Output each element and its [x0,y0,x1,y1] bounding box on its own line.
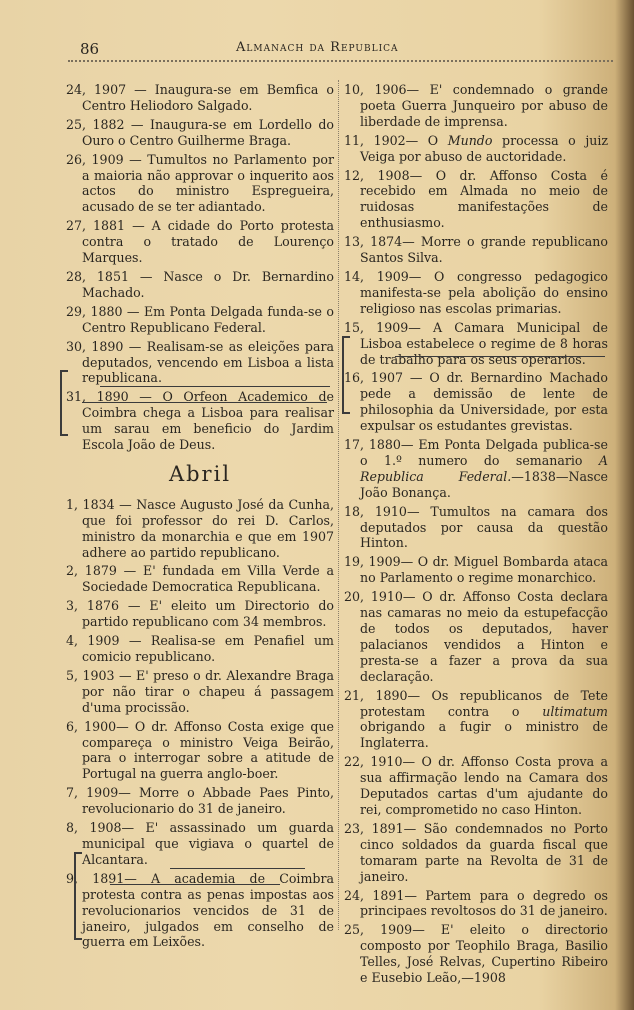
entry-date: 19, 1909— [344,554,414,570]
calendar-entry [66,598,334,630]
calendar-entry [344,320,608,368]
pencil-bracket-left-9 [74,852,82,940]
entry-text: Tumultos na camara dos deputados por causa da questão Hinton. [360,503,608,551]
pencil-underline-31 [100,386,330,387]
calendar-entry [66,785,334,817]
entry-text: O Mundo processa o juiz Veiga por abuso de auctoridade. [360,132,608,164]
calendar-entry [344,370,608,434]
entry-text: E' condemnado o grande poeta Guerra Junqueiro por abuso de liberdade de imprensa. [360,82,608,129]
entry-text: O dr. Affonso Costa exige que compareça o ministro Veiga Beirão, para o interrogar sobre a atitude de Portugal na guerra anglo-boer. [82,718,334,782]
entry-date: 2, 1879 — [66,563,137,579]
entry-date: 12, 1908— [344,167,423,183]
entry-date: 16, 1907 — [344,370,423,386]
calendar-entry [344,133,608,165]
left-entries-april [66,497,334,950]
calendar-entry [344,437,608,501]
entry-text: Nasce o Dr. Bernardino Machado. [82,268,334,300]
entry-date: 6, 1900— [66,718,129,734]
calendar-entry [66,339,334,387]
pencil-underline-9 [170,868,305,869]
entry-date: 17, 1880— [344,437,414,453]
entry-date: 3, 1876 — [66,598,141,614]
entry-text: Realisa-se em Penafiel um comicio republicano. [82,633,334,664]
section-title: Abril [168,461,232,486]
calendar-entry [344,922,608,986]
calendar-entry [344,269,608,317]
calendar-entry [66,719,334,783]
calendar-entry [66,633,334,665]
calendar-entry [344,821,608,885]
calendar-entry [66,152,334,216]
entry-text: E' preso o dr. Alexandre Braga por não tirar o chapeu á passagem d'uma procissão. [82,667,334,715]
entry-date: 23, 1891— [344,820,417,836]
entry-text: A Camara Municipal de Lisboa estabelece o regime de 8 horas de trabalho para os seus operarios. [360,319,608,367]
entry-date: 24, 1891— [344,887,418,903]
entry-text: O congresso pedagogico manifesta-se pela abolição do ensino religioso nas escolas primarias. [360,268,608,316]
entry-date: 31, 1890 — [66,389,152,405]
calendar-entry [66,820,334,868]
entry-text: O dr. Affonso Costa declara nas camaras no meio da estupefacção de todos os deputados, haver palacianos vendidos a Hinton e presta-se a fazer a prova da sua declaração. [360,589,608,684]
left-column [66,82,334,953]
calendar-entry [344,82,608,130]
entry-date: 25, 1909— [344,922,425,938]
calendar-entry [344,554,608,586]
entry-text: Inaugura-se em Lordello do Ouro o Centro Guilherme Braga. [82,116,334,148]
entry-date: 5, 1903 — [66,667,132,683]
entry-date: 9, 1891— [66,870,137,886]
entry-date: 30, 1890 — [66,338,142,354]
entry-text: E' assassinado um guarda municipal que vigiava o quartel de Alcantara. [82,820,334,867]
calendar-entry [66,269,334,301]
calendar-entry [344,888,608,920]
entry-date: 7, 1909— [66,785,131,801]
calendar-entry [66,668,334,716]
entry-text: A academia de Coimbra protesta contra as penas impostas aos revolucionarios vencidos de 31 de janeiro, julgados em conselho de guerra em Leixões. [82,870,334,950]
entry-date: 28, 1851 — [66,268,153,284]
entry-text: A cidade do Porto protesta contra o tratado de Lourenço Marques. [82,218,334,266]
entry-date: 4, 1909 — [66,633,142,649]
column-divider [338,80,339,930]
entry-date: 29, 1880 — [66,303,140,319]
page-number: 86 [80,40,100,58]
pencil-bracket-right-16 [342,336,350,414]
entry-text: O dr. Miguel Bombarda ataca no Parlamento o regime monarchico. [360,554,608,586]
calendar-entry [66,389,334,453]
right-entries [344,82,608,986]
entry-text: Morre o Abbade Paes Pinto, revolucionario do 31 de janeiro. [82,785,334,817]
entry-date: 21, 1890— [344,687,421,703]
entry-date: 1, 1834 — [66,496,132,512]
header-rule [68,60,613,62]
entry-text: Os republicanos de Tete protestam contra o ultimatum obrigando a fugir o ministro de Inglaterra. [360,687,608,751]
calendar-entry [344,754,608,818]
entry-text: Nasce Augusto José da Cunha, que foi professor do rei D. Carlos, ministro da monarchia e que em 1907 adhere ao partido republicano. [82,496,334,560]
right-column [344,82,608,989]
pencil-underline-31b [82,402,327,403]
running-header: Almanach da Republica [236,40,399,55]
entry-text: Realisam-se as eleições para deputados, vencendo em Lisboa a lista republicana. [82,338,334,386]
calendar-entry [66,563,334,595]
entry-text: Em Ponta Delgada funda-se o Centro Republicano Federal. [82,303,334,335]
calendar-entry [344,589,608,684]
calendar-entry [66,82,334,114]
entry-date: 20, 1910— [344,589,416,605]
calendar-entry [344,504,608,552]
calendar-entry [66,117,334,149]
entry-date: 26, 1909 — [66,151,142,167]
calendar-entry [344,234,608,266]
entry-text: Tumultos no Parlamento por a maioria não approvar o inquerito aos actos do ministro Espregueira, acusado de se ter adiantado. [82,151,334,215]
calendar-entry [344,688,608,752]
entry-text: O dr. Affonso Costa prova a sua affirmação lendo na Camara dos Deputados cartas d'um ajudante do rei, comprometido no caso Hinton. [360,754,608,817]
entry-text: São condemnados no Porto cinco soldados da guarda fiscal que tomaram parte na Revolta de 31 de janeiro. [360,820,608,884]
entry-text: O dr. Bernardino Machado pede a demissão de lente de philosophia da Universidade, por esta expulsar os estudantes grevistas. [360,370,608,434]
entry-date: 15, 1909— [344,319,421,335]
entry-text: E' eleito o directorio composto por Teophilo Braga, Basilio Telles, José Relvas, Cupertino Ribeiro e Eusebio Leão,—1908 [360,922,608,986]
entry-text: Morre o grande republicano Santos Silva. [360,234,608,266]
entry-date: 24, 1907 — [66,82,147,97]
calendar-entry [344,168,608,232]
calendar-entry [66,218,334,266]
calendar-entry [66,871,334,951]
entry-text: O Orfeon Academico de Coimbra chega a Lisboa para realisar um sarau em beneficio do Jardim Escola João de Deus. [82,389,334,453]
entry-date: 18, 1910— [344,503,420,519]
pencil-underline-16 [395,356,605,357]
entry-date: 22, 1910— [344,754,416,770]
entry-date: 11, 1902— [344,132,419,148]
calendar-entry [66,497,334,561]
entry-date: 8, 1908— [66,820,135,836]
entry-date: 25, 1882 — [66,116,144,132]
entry-date: 27, 1881 — [66,218,145,234]
entry-text: Inaugura-se em Bemfica o Centro Heliodoro Salgado. [82,82,334,113]
pencil-underline-9b [110,884,280,885]
entry-text: E' eleito um Directorio do partido republicano com 34 membros. [82,598,334,630]
entry-text: Em Ponta Delgada publica-se o 1.º numero do semanario A Republica Federal.—1838—Nasce João Bonança. [360,437,608,500]
pencil-bracket-left-31 [60,370,68,436]
entry-date: 10, 1906— [344,82,420,97]
entry-text: E' fundada em Villa Verde a Sociedade Democratica Republicana. [82,563,334,595]
left-entries-march [66,82,334,453]
entry-text: Partem para o degredo os principaes revoltosos do 31 de janeiro. [360,887,608,919]
entry-date: 13, 1874— [344,234,415,250]
entry-text: O dr. Affonso Costa é recebido em Almada no meio de ruidosas manifestações de enthusiasmo. [360,167,608,231]
entry-date: 14, 1909— [344,268,422,284]
calendar-entry [66,304,334,336]
